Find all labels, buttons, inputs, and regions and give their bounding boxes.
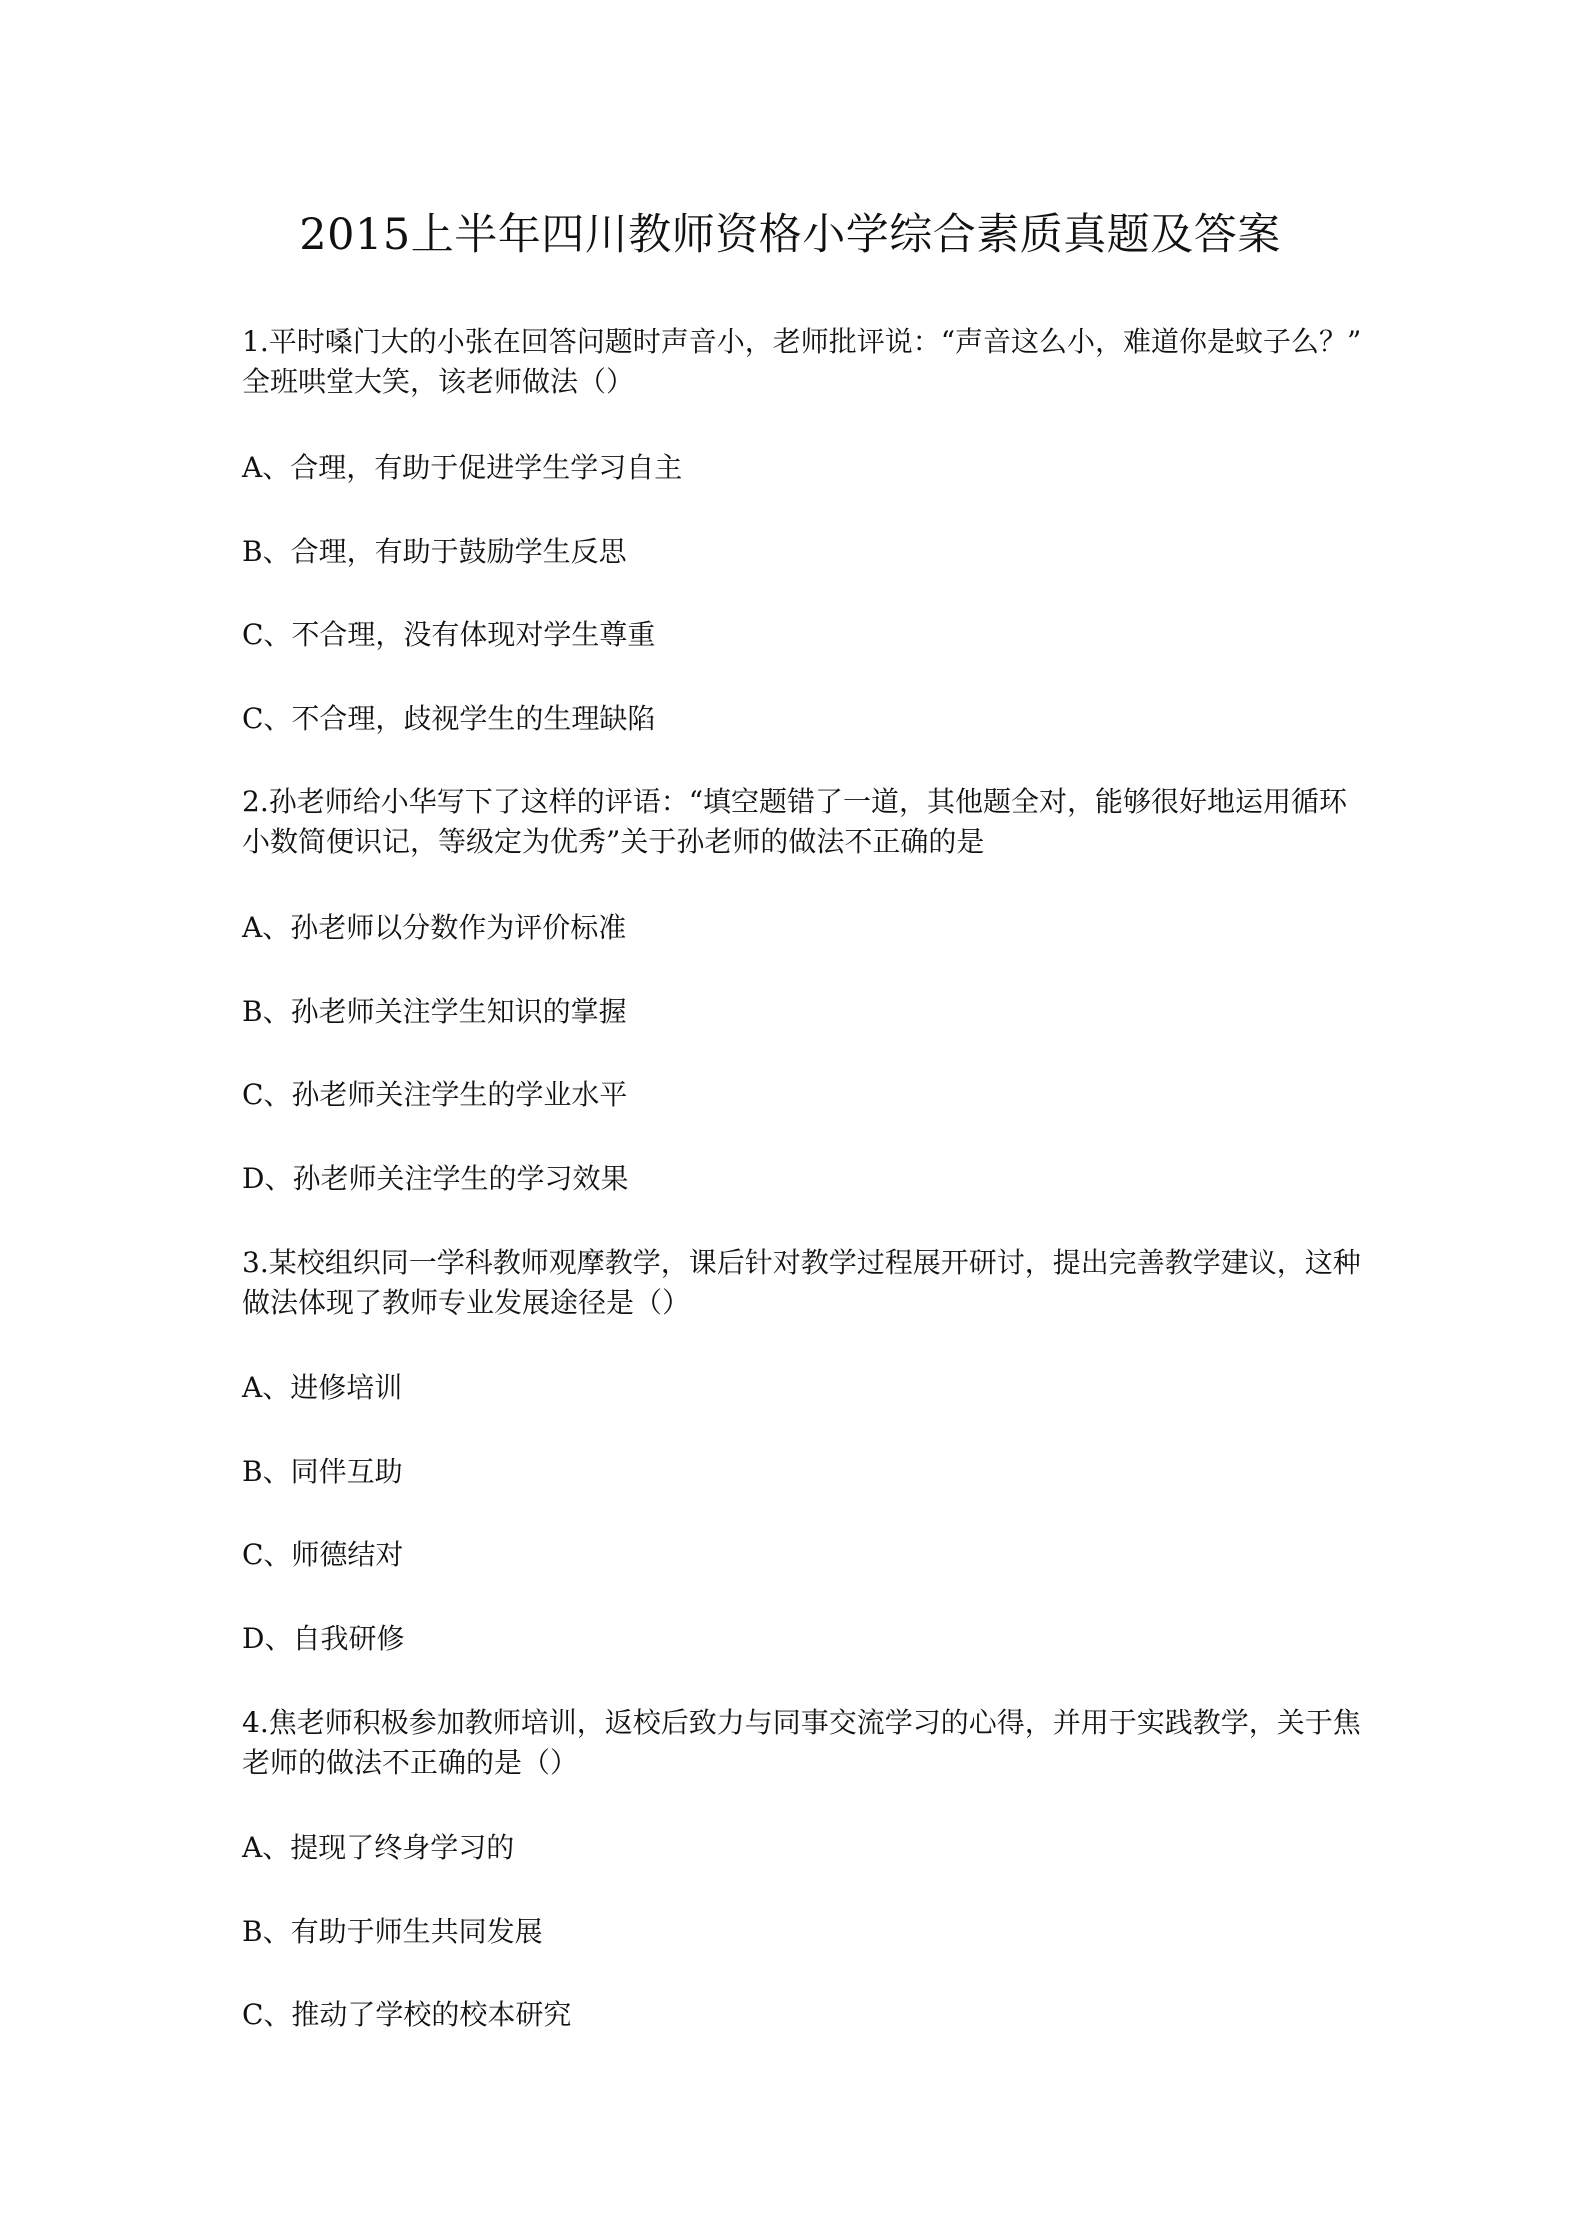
question-2-stem-line-1: 2.孙老师给小华写下了这样的评语：“填空题错了一道，其他题全对，能够很好地运用循环 (242, 785, 1348, 818)
question-3-option-a: A、进修培训 (242, 1371, 403, 1404)
question-2-option-b: B、孙老师关注学生知识的掌握 (242, 995, 627, 1028)
question-3-stem-line-1: 3.某校组织同一学科教师观摩教学，课后针对教学过程展开研讨，提出完善教学建议，这种 (242, 1246, 1361, 1279)
question-2-option-a: A、孙老师以分数作为评价标准 (242, 911, 627, 944)
question-4-stem-line-2: 老师的做法不正确的是（） (242, 1746, 579, 1779)
question-4-option-a: A、提现了终身学习的 (242, 1831, 515, 1864)
question-1-option-a: A、合理，有助于促进学生学习自主 (242, 451, 683, 484)
question-1-option-d: C、不合理，歧视学生的生理缺陷 (242, 702, 656, 735)
question-1-option-c: C、不合理，没有体现对学生尊重 (242, 618, 656, 651)
question-4-option-c: C、推动了学校的校本研究 (242, 1998, 572, 2031)
question-1-stem-line-2: 全班哄堂大笑，该老师做法（） (242, 365, 635, 398)
question-4-stem-line-1: 4.焦老师积极参加教师培训，返校后致力与同事交流学习的心得，并用于实践教学，关于焦 (242, 1706, 1361, 1739)
question-1-option-b: B、合理，有助于鼓励学生反思 (242, 535, 627, 568)
question-3-option-b: B、同伴互助 (242, 1455, 403, 1488)
question-4-option-b: B、有助于师生共同发展 (242, 1915, 543, 1948)
question-2-option-c: C、孙老师关注学生的学业水平 (242, 1078, 628, 1111)
question-3-option-d: D、自我研修 (242, 1622, 405, 1655)
question-1-stem-line-1: 1.平时嗓门大的小张在回答问题时声音小，老师批评说：“声音这么小，难道你是蚊子么？” (242, 325, 1362, 358)
question-3-option-c: C、师德结对 (242, 1538, 404, 1571)
question-2-option-d: D、孙老师关注学生的学习效果 (242, 1162, 629, 1195)
document-title: 2015上半年四川教师资格小学综合素质真题及答案 (299, 210, 1281, 260)
question-3-stem-line-2: 做法体现了教师专业发展途径是（） (242, 1286, 691, 1319)
question-2-stem-line-2: 小数简便识记，等级定为优秀”关于孙老师的做法不正确的是 (242, 825, 985, 858)
